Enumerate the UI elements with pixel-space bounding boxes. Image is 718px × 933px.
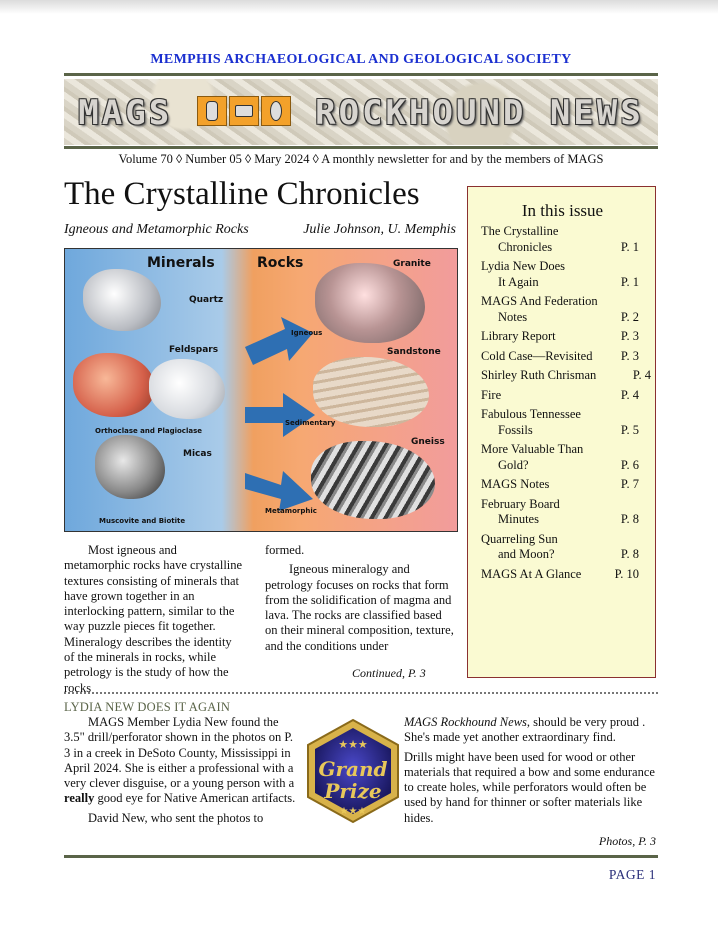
muscovite-label: Muscovite and Biotite — [99, 517, 186, 525]
toc-item[interactable]: Library Report P. 3 — [481, 329, 639, 343]
second-article-right — [404, 715, 658, 826]
sidebar-title: In this issue — [521, 201, 604, 220]
trilobite-logo-icon — [261, 96, 291, 126]
quartz-image — [83, 269, 161, 331]
sandstone-label: Sandstone — [387, 347, 441, 357]
igneous-label: Igneous — [291, 329, 323, 337]
page-number: PAGE 1 — [608, 867, 656, 882]
lead-article-author: Julie Johnson, U. Memphis — [303, 222, 456, 237]
lead-article-col2 — [265, 543, 455, 654]
second-article-p1: MAGS Member Lydia New found the 3.5" drill/perforator shown in the photos on P. 3 in a creek in DeSoto County, Mississippi in April 2024. She is either a professional with a very clever disguise, or a young person with a really good eye for Native American artifacts. — [64, 715, 296, 806]
banner-rule — [64, 146, 658, 149]
toc-item[interactable]: Shirley Ruth Chrisman P. 4 — [481, 368, 651, 382]
figure-rocks-header: Rocks — [257, 255, 304, 271]
feldspars-label: Feldspars — [169, 345, 219, 355]
in-this-issue-box — [467, 186, 656, 678]
orthoclase-image — [73, 353, 155, 417]
bottom-rule — [64, 855, 658, 858]
toc-page: P. 4 — [632, 368, 651, 382]
rock-cycle-figure — [64, 248, 458, 532]
toc-page: P. 1 — [620, 274, 639, 289]
section-divider — [64, 692, 658, 694]
toc-item[interactable]: The Crystalline Chronicles P. 1 — [481, 224, 639, 254]
toc-item[interactable]: Lydia New Does It Again P. 1 — [481, 259, 639, 289]
toc-page: P. 7 — [620, 477, 639, 491]
micas-label: Micas — [183, 449, 212, 459]
pottery-logo-icon — [229, 96, 259, 126]
masthead-title-right: ROCKHOUND NEWS — [315, 93, 644, 133]
top-shadow — [0, 0, 718, 14]
granite-label: Granite — [393, 259, 431, 269]
second-article-p2: David New, who sent the photos to — [88, 810, 264, 825]
toc-item[interactable]: MAGS At A Glance P. 10 — [481, 566, 639, 581]
micas-image — [95, 435, 165, 499]
toc-item[interactable]: Fabulous Tennessee Fossils P. 5 — [481, 407, 639, 437]
toc-page: P. 6 — [620, 457, 639, 472]
photos-link[interactable]: Photos, P. 3 — [598, 834, 656, 848]
masthead-title — [64, 93, 658, 133]
toc-item[interactable]: February Board Minutes P. 8 — [481, 496, 639, 526]
toc-item[interactable]: Cold Case—Revisited P. 3 — [481, 348, 639, 363]
metamorphic-label: Metamorphic — [265, 507, 317, 515]
toc-item[interactable]: More Valuable Than Gold? P. 6 — [481, 442, 639, 472]
toc-page: P. 4 — [620, 387, 639, 402]
rock-arrows-icon — [241, 289, 321, 519]
toc-page: P. 5 — [620, 422, 639, 437]
toc-page: P. 8 — [620, 512, 639, 526]
toc-page: P. 8 — [620, 547, 639, 561]
medal-line2: Prize — [324, 779, 382, 803]
lead-article-col2-a: formed. — [265, 543, 305, 557]
svg-text:★★★: ★★★ — [338, 738, 368, 751]
gneiss-image — [311, 441, 435, 519]
masthead-banner — [64, 79, 658, 145]
continued-link[interactable]: Continued, P. 3 — [352, 666, 426, 680]
toc-item[interactable]: Quarreling Sun and Moon? P. 8 — [481, 531, 639, 561]
second-article-right-p2: Drills might have been used for wood or other materials that required a bow and some endurance to create holes, while perforators would often be used by hand for thinner or softer materials like hides. — [404, 749, 655, 825]
lead-article-title: The Crystalline Chronicles — [64, 176, 420, 212]
toc-item[interactable]: MAGS And Federation Notes P. 2 — [481, 294, 639, 324]
toc-page: P. 10 — [614, 566, 639, 581]
toc-page: P. 2 — [620, 309, 639, 324]
toc-item[interactable]: Fire P. 4 — [481, 387, 639, 402]
sedimentary-label: Sedimentary — [285, 419, 336, 427]
granite-image — [315, 263, 425, 343]
medal-line1: Grand — [318, 757, 388, 781]
top-rule — [64, 73, 658, 76]
plagioclase-image — [149, 359, 225, 419]
lead-article-col1 — [64, 543, 244, 696]
second-article-right-p1: MAGS Rockhound News, should be very proud . She's made yet another extraordinary find. — [404, 715, 646, 745]
grand-prize-medal-icon — [300, 718, 406, 824]
crystal-logo-icon — [197, 96, 227, 126]
issue-line: Volume 70 ◊ Number 05 ◊ Mary 2024 ◊ A monthly newsletter for and by the members of MAGS — [118, 152, 604, 166]
svg-text:★★★: ★★★ — [339, 806, 367, 817]
figure-minerals-header: Minerals — [147, 255, 215, 271]
second-article-left — [64, 715, 296, 826]
toc-page: P. 1 — [620, 239, 639, 254]
society-name: MEMPHIS ARCHAEOLOGICAL AND GEOLOGICAL SOCIETY — [150, 52, 572, 67]
toc-list — [481, 224, 651, 586]
lead-article-col1-text: Most igneous and metamorphic rocks have crystalline textures consisting of minerals that have grown together in an interlocking pattern, similar to the way puzzle pieces fit together. Mineralogy describes the identity of the minerals in rocks, while petrology is the study of how the rocks — [64, 543, 243, 695]
second-article-title: LYDIA NEW DOES IT AGAIN — [64, 700, 231, 714]
quartz-label: Quartz — [189, 295, 224, 305]
toc-item[interactable]: MAGS Notes P. 7 — [481, 477, 639, 491]
masthead-title-left: MAGS — [78, 93, 173, 133]
lead-article-subtitle: Igneous and Metamorphic Rocks — [64, 222, 249, 237]
orthoclase-label: Orthoclase and Plagioclase — [95, 427, 202, 435]
lead-article-col2-b: Igneous mineralogy and petrology focuses on rocks that form from the solidification of magma and lava. The rocks are classified based on their mineral composition, texture, and the conditions under — [265, 562, 454, 653]
toc-page: P. 3 — [620, 348, 639, 363]
toc-page: P. 3 — [620, 329, 639, 343]
sandstone-image — [313, 357, 429, 427]
gneiss-label: Gneiss — [411, 437, 445, 447]
